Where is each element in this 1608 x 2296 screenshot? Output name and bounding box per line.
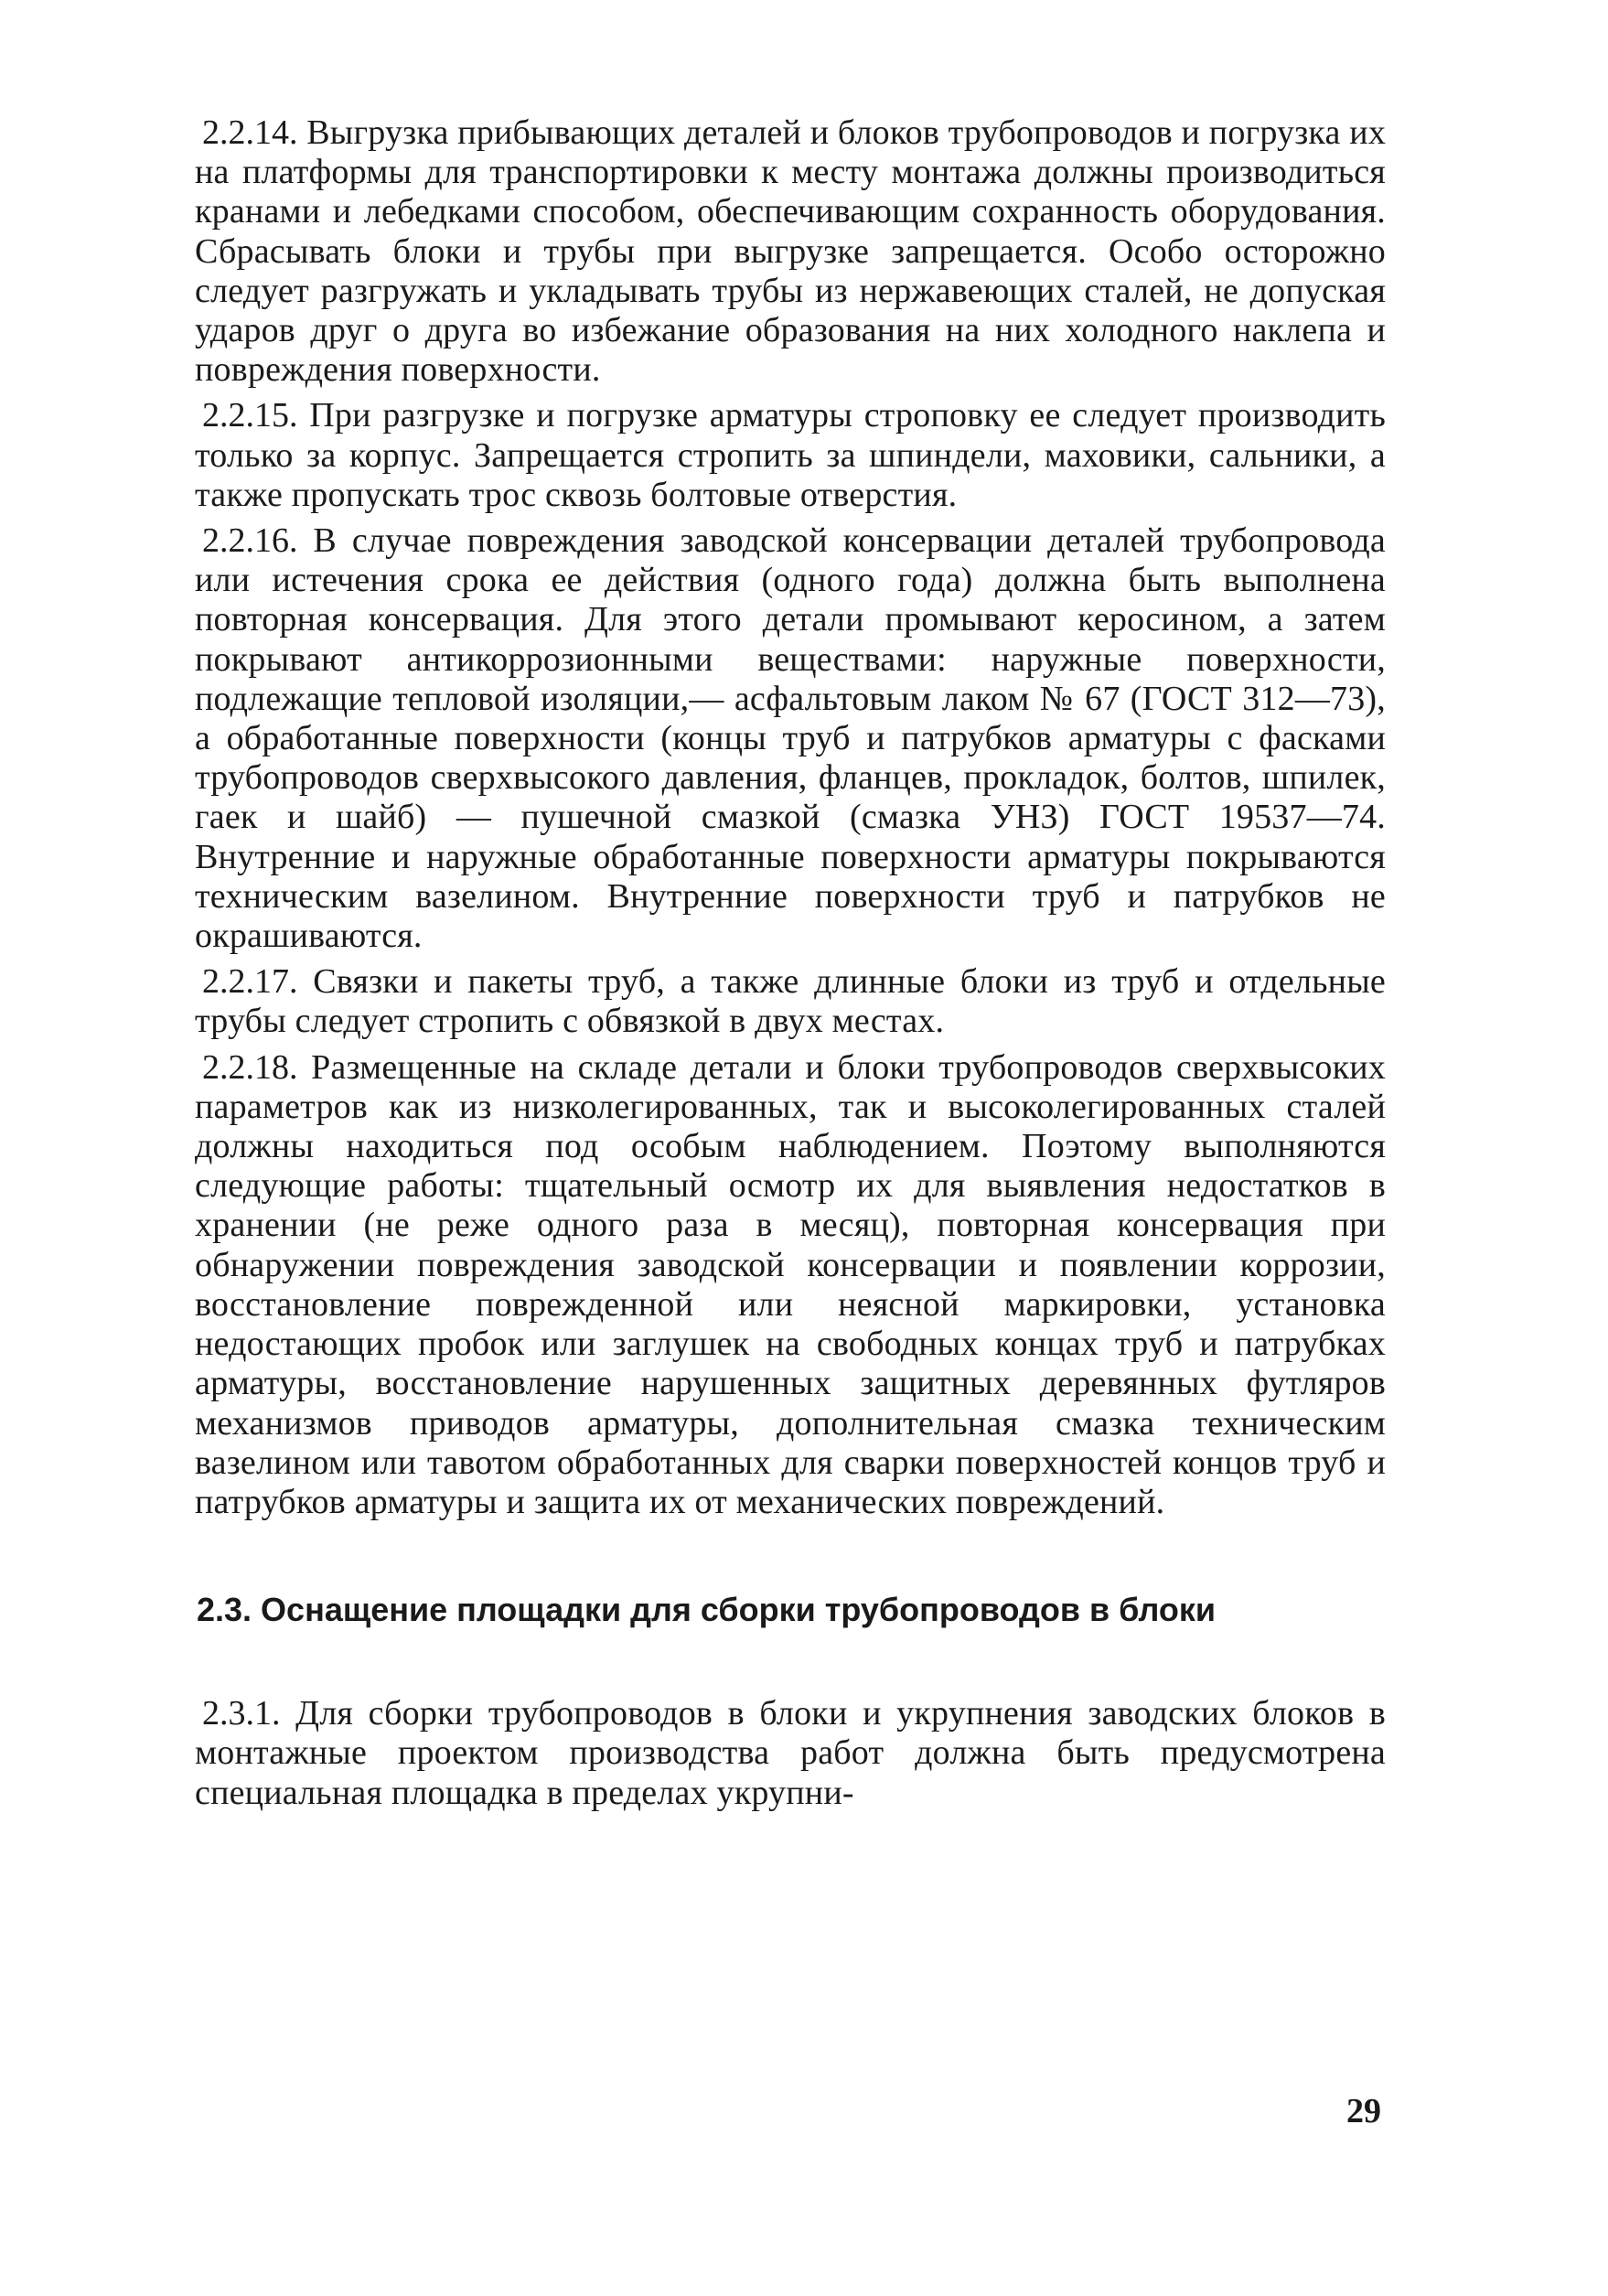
paragraph-2-2-14: [195, 113, 1386, 390]
paragraph-number: 2.2.15.: [202, 396, 298, 435]
paragraph-text: При разгрузке и погрузке арматуры строповку ее следует производить только за корпус. Запрещается стропить за шпиндели, маховики, сальники, а также пропускать трос сквозь болтовые отверстия.: [195, 396, 1387, 514]
page-number: 29: [1346, 2092, 1381, 2130]
paragraph-number: 2.2.16.: [202, 521, 298, 561]
paragraph-2-2-15: [195, 396, 1386, 515]
paragraph-number: 2.2.17.: [202, 962, 298, 1002]
paragraph-2-2-16: [195, 521, 1386, 956]
paragraph-number: 2.2.14.: [202, 113, 298, 152]
paragraph-number: 2.2.18.: [202, 1047, 298, 1087]
paragraph-text: Связки и пакеты труб, а также длинные блоки из труб и отдельные трубы следует стропить с обвязкой в двух местах.: [195, 962, 1386, 1041]
paragraph-2-3-1: [195, 1694, 1386, 1813]
paragraph-2-2-18: [195, 1048, 1386, 1522]
paragraph-number: 2.3.1.: [202, 1694, 281, 1733]
section-heading: 2.3. Оснащение площадки для сборки трубопроводов в блоки: [197, 1591, 1217, 1629]
document-page: [195, 113, 1386, 1813]
paragraph-text: Выгрузка прибывающих деталей и блоков трубопроводов и погрузка их на платформы для транспортировки к месту монтажа должны производиться кранами и лебедками способом, обеспечивающим сохранность оборудования. Сбрасывать блоки и трубы при выгрузке запрещается. Особо осторожно следует разгружать и укладывать трубы из нержавеющих сталей, не допуская ударов друг о друга во избежание образования на них холодного наклепа и повреждения поверхности.: [195, 113, 1387, 390]
paragraph-2-2-17: [195, 962, 1386, 1041]
paragraph-text: Размещенные на складе детали и блоки трубопроводов сверхвысоких параметров как из низколегированных, так и высоколегированных сталей должны находиться под особым наблюдением. Поэтому выполняются следующие работы: тщательный осмотр их для выявления недостатков в хранении (не реже одного раза в месяц), повторная консервация при обнаружении повреждения заводской консервации и появлении коррозии, восстановление поврежденной или неясной маркировки, установка недостающих пробок или заглушек на свободных концах труб и патрубках арматуры, восстановление нарушенных защитных деревянных футляров механизмов приводов арматуры, дополнительная смазка техническим вазелином или тавотом обработанных для сварки поверхностей концов труб и патрубков арматуры и защита их от механических повреждений.: [195, 1047, 1386, 1521]
paragraph-text: Для сборки трубопроводов в блоки и укрупнения заводских блоков в монтажные проектом производства работ должна быть предусмотрена специальная площадка в пределах укрупни-: [195, 1694, 1386, 1812]
paragraph-text: В случае повреждения заводской консервации деталей трубопровода или истечения срока ее действия (одного года) должна быть выполнена повторная консервация. Для этого детали промывают керосином, а затем покрывают антикоррозионными веществами: наружные поверхности, подлежащие тепловой изоляции,— асфальтовым лаком № 67 (ГОСТ 312—73), а обработанные поверхности (концы труб и патрубков арматуры с фасками трубопроводов сверхвысокого давления, фланцев, прокладок, болтов, шпилек, гаек и шайб) — пушечной смазкой (смазка УНЗ) ГОСТ 19537—74. Внутренние и наружные обработанные поверхности арматуры покрываются техническим вазелином. Внутренние поверхности труб и патрубков не окрашиваются.: [195, 521, 1387, 956]
